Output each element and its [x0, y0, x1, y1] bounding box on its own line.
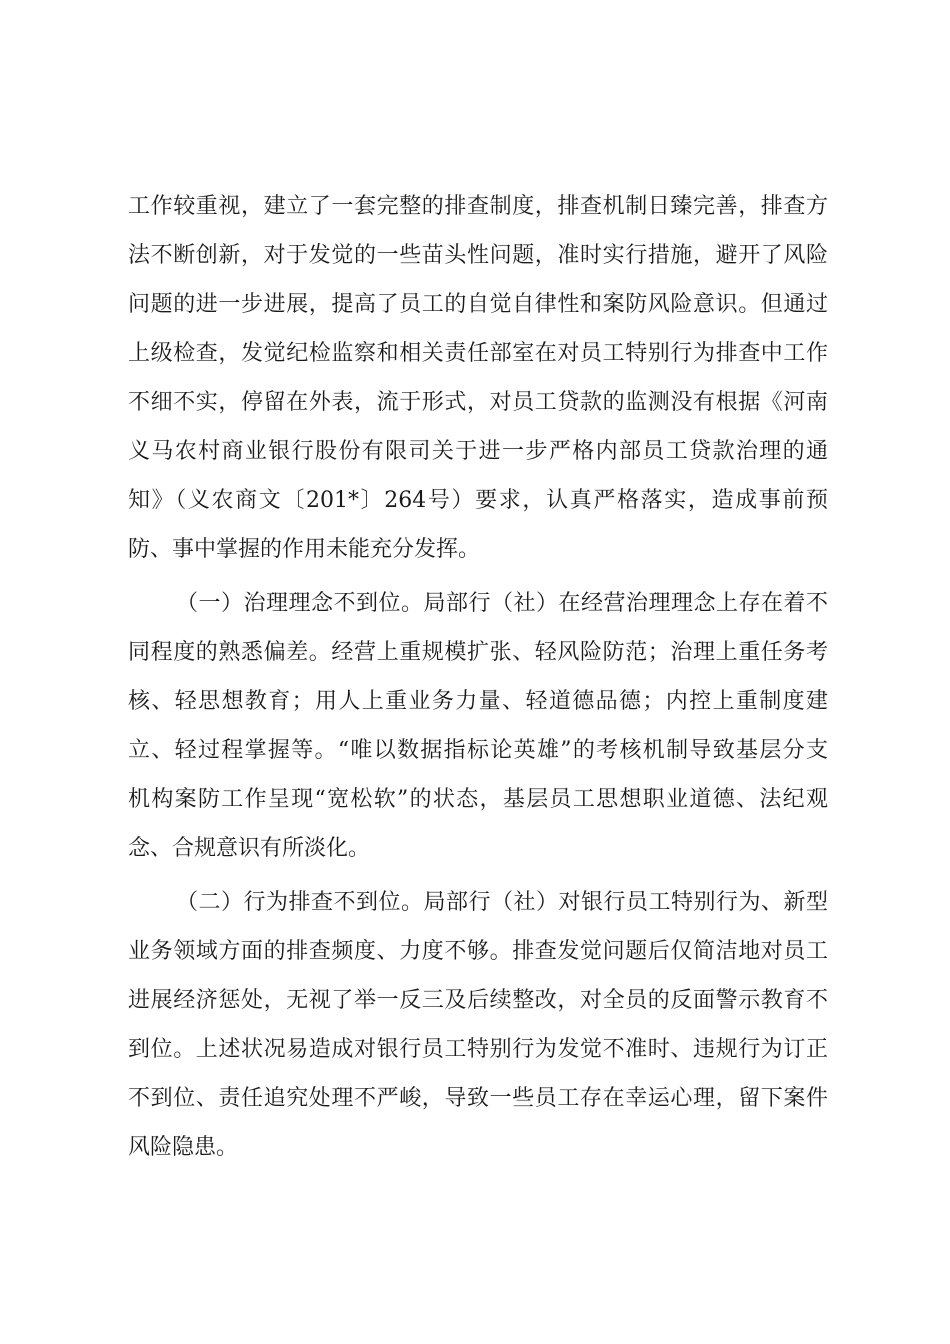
paragraph-3-line-3: 进展经济惩处，无视了举一反三及后续整改，对全员的反面警示教育不	[128, 988, 828, 1013]
paragraph-3-line-2: 业务领域方面的排查频度、力度不够。排查发觉问题后仅简洁地对员工	[128, 939, 828, 964]
paragraph-2-line-6: 念、合规意识有所淡化。	[128, 836, 371, 861]
paragraph-1-line-2: 法不断创新，对于发觉的一些苗头性问题，准时实行措施，避开了风险	[128, 243, 828, 268]
paragraph-1-line-3: 问题的进一步进展，提高了员工的自觉自律性和案防风险意识。但通过	[128, 292, 828, 317]
paragraph-1-line-8: 防、事中掌握的作用未能充分发挥。	[128, 537, 481, 562]
paragraph-2-line-1: （一）治理理念不到位。局部行（社）在经营治理理念上存在着不	[176, 591, 828, 616]
paragraph-3-line-5: 不到位、责任追究处理不严峻，导致一些员工存在幸运心理，留下案件	[128, 1086, 828, 1111]
paragraph-2-line-4: 立、轻过程掌握等。“唯以数据指标论英雄”的考核机制导致基层分支	[128, 738, 828, 763]
paragraph-2-line-3: 核、轻思想教育；用人上重业务力量、轻道德品德；内控上重制度建	[128, 689, 828, 714]
paragraph-3-line-1: （二）行为排查不到位。局部行（社）对银行员工特别行为、新型	[176, 890, 828, 915]
paragraph-2-line-2: 同程度的熟悉偏差。经营上重规模扩张、轻风险防范；治理上重任务考	[128, 640, 828, 665]
paragraph-3-line-6: 风险隐患。	[128, 1135, 239, 1160]
paragraph-1-line-5: 不细不实，停留在外表，流于形式，对员工贷款的监测没有根据《河南	[128, 390, 828, 415]
paragraph-1-line-7: 知》（义农商文〔201*〕264号）要求，认真严格落实，造成事前预	[128, 488, 829, 513]
paragraph-1-line-1: 工作较重视，建立了一套完整的排查制度，排查机制日臻完善，排查方	[128, 194, 828, 219]
paragraph-3-line-4: 到位。上述状况易造成对银行员工特别行为发觉不准时、违规行为订正	[128, 1037, 828, 1062]
paragraph-1-line-4: 上级检查，发觉纪检监察和相关责任部室在对员工特别行为排查中工作	[128, 341, 828, 366]
paragraph-1-line-6: 义马农村商业银行股份有限司关于进一步严格内部员工贷款治理的通	[128, 439, 828, 464]
paragraph-2-line-5: 机构案防工作呈现“宽松软”的状态，基层员工思想职业道德、法纪观	[128, 787, 828, 812]
